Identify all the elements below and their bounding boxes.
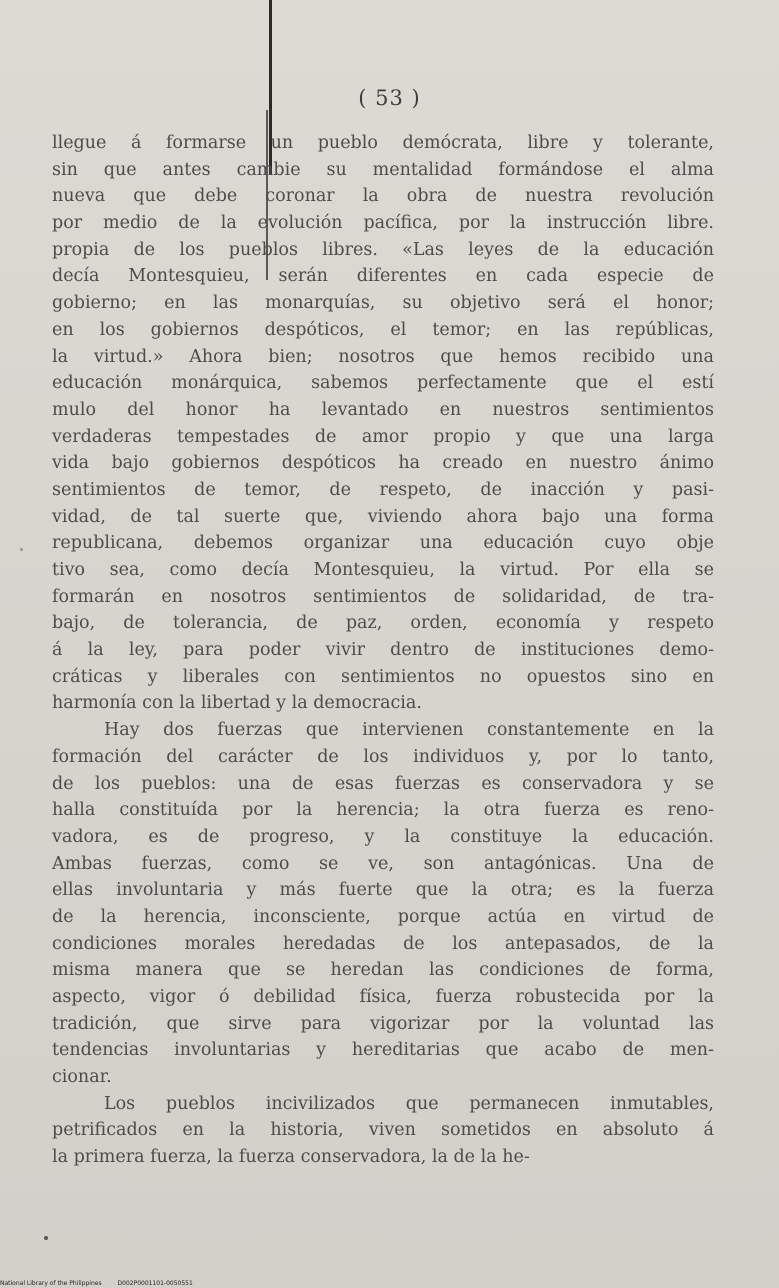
text-line: cráticas y liberales con sentimientos no opuestos sino en [52, 666, 714, 687]
ink-speck [20, 548, 23, 551]
text-line: por medio de la evolución pacífica, por la instrucción libre. [52, 213, 714, 234]
text-line: tivo sea, como decía Montesquieu, la virtud. Por ella se [52, 560, 714, 580]
text-line: en los gobiernos despóticos, el temor; en las repúblicas, [52, 319, 714, 340]
text-line: tradición, que sirve para vigorizar por la voluntad las [52, 1013, 714, 1034]
text-line: ellas involuntaria y más fuerte que la otra; es la fuerza [52, 880, 714, 901]
text-line: vida bajo gobiernos despóticos ha creado en nuestro ánimo [52, 453, 714, 474]
text-line: á la ley, para poder vivir dentro de instituciones demo- [52, 640, 714, 661]
text-line: propia de los pueblos libres. «Las leyes de la educación [52, 239, 714, 260]
text-line: vadora, es de progreso, y la constituye la educación. [52, 826, 714, 847]
text-line: la virtud.» Ahora bien; nosotros que hemos recibido una [52, 346, 714, 367]
text-line: decía Montesquieu, serán diferentes en cada especie de [52, 266, 714, 287]
text-line: tendencias involuntarias y hereditarias que acabo de men- [52, 1040, 714, 1061]
text-line: de los pueblos: una de esas fuerzas es conservadora y se [52, 773, 714, 794]
text-line: sentimientos de temor, de respeto, de inacción y pasi- [52, 479, 714, 500]
text-line: republicana, debemos organizar una educación cuyo obje [52, 533, 714, 554]
scan-footer [0, 1279, 779, 1288]
text-line: cionar. [52, 1067, 112, 1088]
text-line: llegue á formarse un pueblo demócrata, libre y tolerante, [52, 133, 714, 153]
text-line: Hay dos fuerzas que intervienen constantemente en la [104, 720, 714, 741]
text-line: de la herencia, inconsciente, porque actúa en virtud de [52, 906, 714, 927]
text-line: petrificados en la historia, viven sometidos en absoluto á [52, 1120, 714, 1141]
text-line: formación del carácter de los individuos y, por lo tanto, [52, 746, 714, 767]
body-text [52, 130, 714, 1171]
footer-library: National Library of the Philippines [0, 1280, 102, 1287]
text-line: nueva que debe coronar la obra de nuestra revolución [52, 186, 714, 207]
ink-speck [44, 1236, 48, 1240]
footer-code: D002P0001101-0050551 [117, 1280, 193, 1287]
text-line: sin que antes cambie su mentalidad formándose el alma [52, 159, 714, 180]
text-line: vidad, de tal suerte que, viviendo ahora bajo una forma [52, 506, 714, 527]
text-line: harmonía con la libertad y la democracia. [52, 693, 422, 714]
text-line: la primera fuerza, la fuerza conservadora, la de la he- [52, 1147, 530, 1168]
text-line: Ambas fuerzas, como se ve, son antagónicas. Una de [52, 853, 714, 874]
page-number: ( 53 ) [358, 86, 421, 110]
text-line: condiciones morales heredadas de los antepasados, de la [52, 933, 714, 954]
text-line: verdaderas tempestades de amor propio y que una larga [52, 426, 714, 447]
text-line: halla constituída por la herencia; la otra fuerza es reno- [52, 800, 714, 821]
text-line: educación monárquica, sabemos perfectamente que el estí [52, 373, 714, 394]
text-line: Los pueblos incivilizados que permanecen inmutables, [104, 1093, 714, 1114]
text-line: bajo, de tolerancia, de paz, orden, economía y respeto [52, 613, 714, 634]
text-line: mulo del honor ha levantado en nuestros sentimientos [52, 399, 714, 420]
text-line: formarán en nosotros sentimientos de solidaridad, de tra- [52, 586, 714, 607]
text-line: aspecto, vigor ó debilidad física, fuerza robustecida por la [52, 987, 714, 1007]
text-line: misma manera que se heredan las condiciones de forma, [52, 960, 714, 981]
text-line: gobierno; en las monarquías, su objetivo será el honor; [52, 293, 714, 314]
